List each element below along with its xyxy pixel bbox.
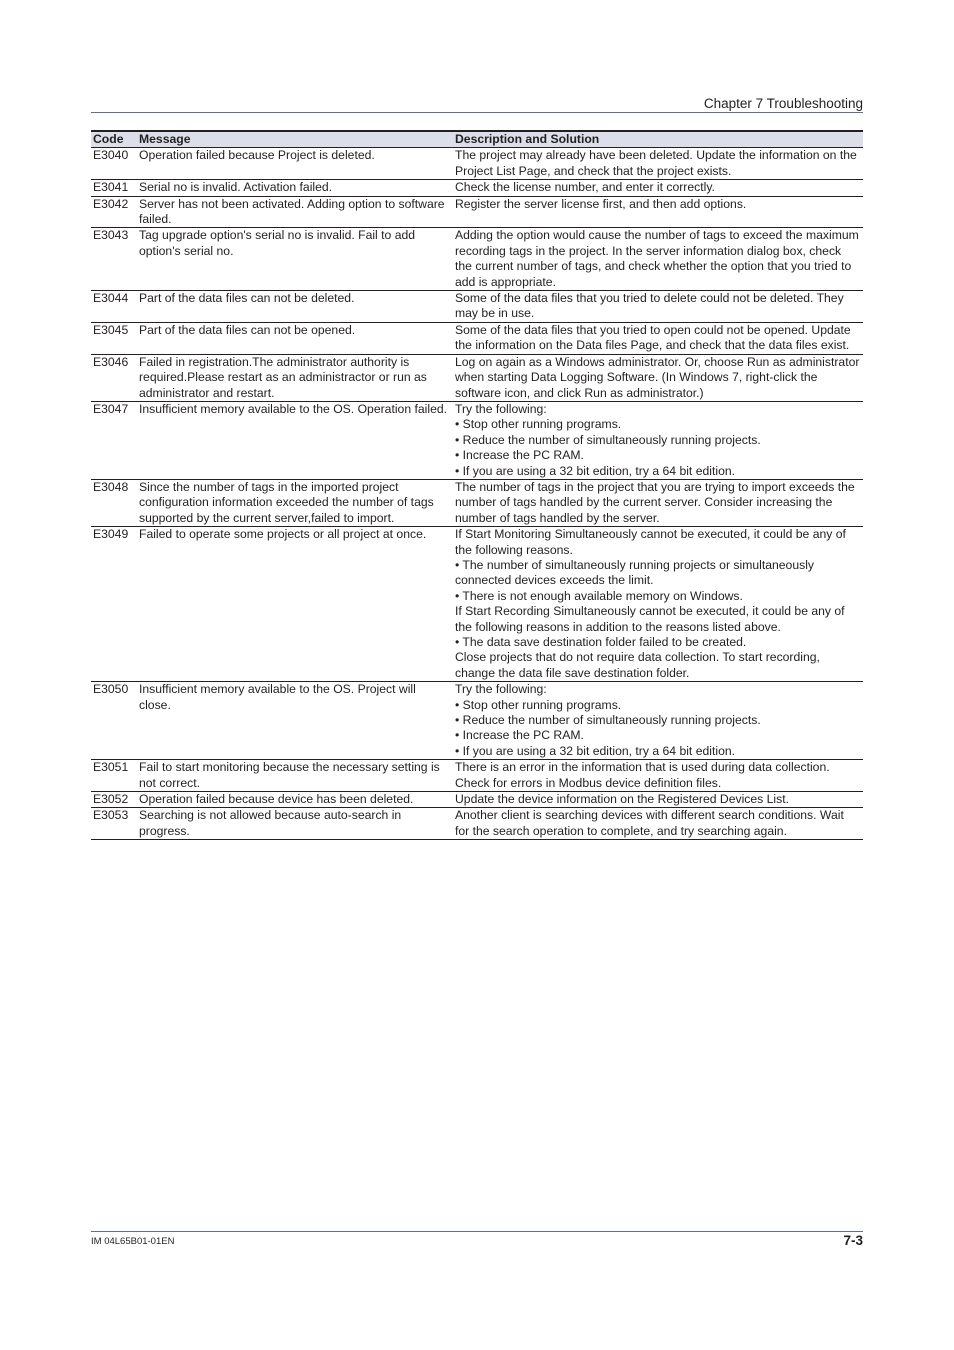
description-line: Close projects that do not require data collection. To start recording, change the data file save destination folder.: [455, 650, 820, 680]
table-body: [91, 148, 863, 840]
table-row: [91, 354, 863, 401]
table-row: [91, 196, 863, 228]
description-line: Some of the data files that you tried to delete could not be deleted. They may be in use.: [455, 291, 844, 321]
description-line: • If you are using a 32 bit edition, try a 64 bit edition.: [455, 743, 736, 758]
error-code-table: [91, 130, 863, 840]
description-line: Register the server license first, and then add options.: [455, 196, 747, 211]
table-row: [91, 760, 863, 792]
description-cell: [453, 792, 863, 808]
table-row: [91, 808, 863, 840]
header-rule: [91, 112, 863, 113]
error-code-cell: E3042: [91, 196, 137, 228]
message-cell: Tag upgrade option's serial no is invalid. Fail to add option's serial no.: [137, 228, 453, 291]
message-cell: Since the number of tags in the imported project configuration information exceeded the number of tags supported by the current server,failed to import.: [137, 479, 453, 526]
description-line: Adding the option would cause the number of tags to exceed the maximum recording tags in the project. In the server information dialog box, check the current number of tags, and check whether the option that you tried to add is appropriate.: [455, 228, 859, 289]
table-row: [91, 228, 863, 291]
column-header-message: Message: [137, 131, 453, 148]
error-code-cell: E3043: [91, 228, 137, 291]
error-code-cell: E3048: [91, 479, 137, 526]
document-id: IM 04L65B01-01EN: [91, 1236, 175, 1247]
message-cell: Failed in registration.The administrator authority is required.Please restart as an administractor or run as administrator and restart.: [137, 354, 453, 401]
description-line: There is an error in the information that is used during data collection. Check for errors in Modbus device definition files.: [455, 760, 830, 790]
description-cell: [453, 808, 863, 840]
description-cell: [453, 479, 863, 526]
description-cell: [453, 196, 863, 228]
description-line: Another client is searching devices with different search conditions. Wait for the search operation to complete, and try searching again.: [455, 808, 844, 838]
message-cell: Part of the data files can not be opened.: [137, 322, 453, 354]
column-header-code: Code: [91, 131, 137, 148]
error-code-cell: E3049: [91, 527, 137, 682]
description-line: • The data save destination folder failed to be created.: [455, 635, 747, 649]
description-line: • The number of simultaneously running projects or simultaneously connected devices exceeds the limit.: [455, 557, 815, 588]
description-cell: [453, 527, 863, 682]
description-cell: [453, 354, 863, 401]
table-row: [91, 322, 863, 354]
description-line: Try the following:: [455, 682, 547, 697]
description-line: • Increase the PC RAM.: [455, 728, 584, 743]
footer-rule: [91, 1231, 863, 1232]
error-code-cell: E3050: [91, 682, 137, 760]
message-cell: Operation failed because device has been deleted.: [137, 792, 453, 808]
chapter-header: Chapter 7 Troubleshooting: [703, 96, 863, 111]
description-cell: [453, 148, 863, 180]
error-code-cell: E3052: [91, 792, 137, 808]
description-line: Try the following:: [455, 401, 547, 416]
description-line: • There is not enough available memory on Windows.: [455, 588, 743, 603]
description-line: If Start Recording Simultaneously cannot be executed, it could be any of the following reasons in addition to the reasons listed above.: [455, 604, 845, 634]
table-row: [91, 401, 863, 479]
description-line: • Stop other running programs.: [455, 697, 622, 712]
description-line: Update the device information on the Registered Devices List.: [455, 792, 789, 807]
description-line: Some of the data files that you tried to open could not be opened. Update the information on the Data files Page, and check that the data files exist.: [455, 322, 851, 353]
error-code-cell: E3047: [91, 401, 137, 479]
table-row: [91, 180, 863, 196]
description-cell: [453, 401, 863, 479]
message-cell: Insufficient memory available to the OS. Project will close.: [137, 682, 453, 760]
description-line: The project may already have been deleted. Update the information on the Project List Page, and check that the project exists.: [455, 148, 857, 178]
description-cell: [453, 682, 863, 760]
description-line: Check the license number, and enter it correctly.: [455, 180, 715, 195]
description-cell: [453, 228, 863, 291]
description-cell: [453, 760, 863, 792]
description-line: • If you are using a 32 bit edition, try a 64 bit edition.: [455, 463, 736, 478]
message-cell: Serial no is invalid. Activation failed.: [137, 180, 453, 196]
error-code-cell: E3040: [91, 148, 137, 180]
table-row: [91, 527, 863, 682]
error-code-cell: E3046: [91, 354, 137, 401]
table-row: [91, 148, 863, 180]
table-row: [91, 792, 863, 808]
description-line: • Reduce the number of simultaneously running projects.: [455, 713, 761, 728]
description-line: If Start Monitoring Simultaneously cannot be executed, it could be any of the following reasons.: [455, 527, 846, 557]
description-line: • Increase the PC RAM.: [455, 448, 584, 463]
message-cell: Operation failed because Project is deleted.: [137, 148, 453, 180]
message-cell: Failed to operate some projects or all project at once.: [137, 527, 453, 682]
error-code-cell: E3041: [91, 180, 137, 196]
error-code-cell: E3051: [91, 760, 137, 792]
table-row: [91, 291, 863, 323]
page-number: 7-3: [843, 1233, 863, 1248]
table-row: [91, 479, 863, 526]
description-line: • Stop other running programs.: [455, 417, 622, 432]
error-code-cell: E3053: [91, 808, 137, 840]
error-code-cell: E3045: [91, 322, 137, 354]
description-line: Log on again as a Windows administrator. Or, choose Run as administrator when starting Data Logging Software. (In Windows 7, right-click the software icon, and click Run as administrator.): [455, 354, 860, 400]
message-cell: Insufficient memory available to the OS. Operation failed.: [137, 401, 453, 479]
description-cell: [453, 322, 863, 354]
table-header-row: [91, 131, 863, 148]
description-cell: [453, 291, 863, 323]
table-row: [91, 682, 863, 760]
description-cell: [453, 180, 863, 196]
message-cell: Part of the data files can not be deleted.: [137, 291, 453, 323]
message-cell: Fail to start monitoring because the necessary setting is not correct.: [137, 760, 453, 792]
description-line: The number of tags in the project that you are trying to import exceeds the number of tags handled by the current server. Consider increasing the number of tags handled by the server.: [455, 479, 855, 525]
message-cell: Searching is not allowed because auto-search in progress.: [137, 808, 453, 840]
message-cell: Server has not been activated. Adding option to software failed.: [137, 196, 453, 228]
error-code-cell: E3044: [91, 291, 137, 323]
description-line: • Reduce the number of simultaneously running projects.: [455, 432, 761, 447]
column-header-description: Description and Solution: [453, 131, 863, 148]
